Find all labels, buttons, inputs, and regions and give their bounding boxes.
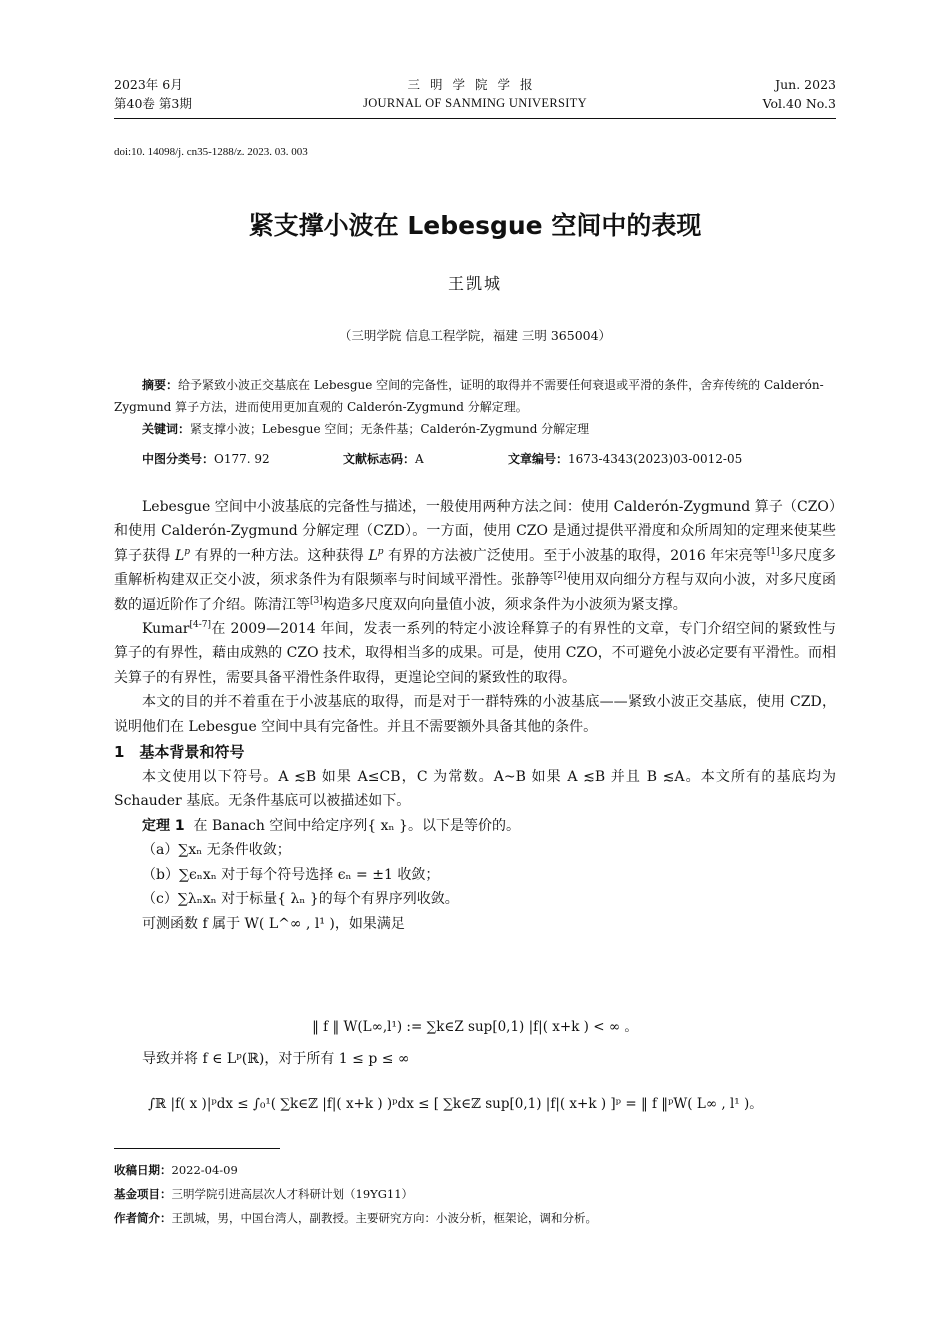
lp-symbol: $L^p$: [174, 546, 191, 564]
doc-code: [343, 450, 424, 467]
theorem-item-b: （b）∑ϵₙxₙ 对于每个符号选择 ϵₙ = ±1 收敛；: [142, 866, 440, 883]
theorem-item-a: （a）∑xₙ 无条件收敛；: [142, 842, 291, 859]
paragraph-3: 本文的目的并不着重在于小波基底的取得，而是对于一群特殊的小波基底——紧致小波正交基底，使用 CZD，说明他们在 Lebesgue 空间中具有完备性。并且不需要额外具备其他的条件。: [114, 694, 836, 735]
citation-2[interactable]: [2]: [553, 571, 567, 582]
article-no-value: 1673-4343(2023)03-0012-05: [568, 452, 743, 466]
paragraph-5: 可测函数 f 属于 W( L^∞ , l¹ )，如果满足: [142, 915, 405, 932]
abstract-text: 给予紧致小波正交基底在 Lebesgue 空间的完备性，证明的取得并不需要任何衰退或平滑的条件，舍弃传统的 Calderón-Zygmund 算子方法，进而使用更加直观的 Calderón-Zygmund 分解定理。: [114, 378, 824, 414]
author: 王凯城: [447, 274, 502, 293]
journal-name-en: JOURNAL OF SANMING UNIVERSITY: [363, 96, 587, 110]
citation-4-7[interactable]: [4-7]: [189, 620, 211, 631]
keywords-text: 紧支撑小波；Lebesgue 空间；无条件基；Calderón-Zygmund 分解定理: [190, 422, 590, 436]
doc-code-label: 文献标志码：: [343, 452, 416, 466]
abstract: [114, 374, 836, 418]
p1-part-d: 多尺度多重解析构建双正交小波，须求条件为有限频率与时间域平滑性。张静等: [114, 547, 837, 589]
doi: doi:10. 14098/j. cn35-1288/z. 2023. 03. 003: [114, 146, 308, 158]
clc-value: O177. 92: [214, 452, 270, 466]
paper-title: 紧支撑小波在 Lebesgue 空间中的表现: [248, 211, 702, 240]
theorem-1-text: 在 Banach 空间中给定序列{ xₙ }。以下是等价的。: [193, 817, 520, 834]
article-no-label: 文章编号：: [508, 452, 569, 466]
author-bio: [114, 1206, 836, 1230]
paragraph-2: [114, 617, 836, 690]
footnotes: [114, 1158, 836, 1230]
p1-part-a: Lebesgue 空间中小波基底的完备性与描述，一般使用两种方法之间：使用 Calderón-Zygmund 算子（CZO）和使用 Calderón-Zygmund 分解定理（CZD）。一方面，使用 CZO 是通过提供平滑度和众所周知的定理来使某些算子获得: [114, 499, 836, 564]
received-date: [114, 1158, 836, 1182]
p2-part-a: Kumar: [142, 621, 190, 638]
clc: [142, 450, 270, 467]
header-volume-en: Vol.40 No.3: [762, 96, 836, 111]
p1-part-f: 构造多尺度双向向量值小波，须求条件为小波须为紧支撑。: [322, 596, 687, 613]
p1-part-b: 有界的一种方法。这种获得: [190, 547, 369, 564]
abstract-block: [114, 374, 836, 440]
header-date-en: Jun. 2023: [775, 77, 836, 92]
p1-part-c: 有界的方法被广泛使用。至于小波基的取得，2016 年宋亮等: [383, 547, 767, 564]
body-text: [114, 495, 836, 936]
fund-label: 基金项目：: [114, 1187, 172, 1201]
lp-symbol: $L^p$: [368, 546, 384, 564]
header-rule: [114, 118, 836, 119]
paragraph-4: 本文使用以下符号。A ≲B 如果 A≤CB，C 为常数。A~B 如果 A ≲B 并且 B ≲A。本文所有的基底均为 Schauder 基底。无条件基底可以被描述如下。: [114, 769, 836, 810]
bio-value: 王凯城，男，中国台湾人，副教授。主要研究方向：小波分析，框架论，调和分析。: [171, 1211, 597, 1225]
p1-part-e: 使用双向细分方程与双向小波，对多尺度函数的逼近阶作了介绍。陈清江等: [114, 572, 836, 613]
header-issue-info-en: [763, 75, 836, 113]
paragraph-6-block: [114, 1047, 836, 1071]
theorem-1: [114, 814, 836, 838]
journal-name-cn: 三明学院学报: [407, 77, 543, 92]
section-heading-1: 1 基本背景和符号: [114, 743, 245, 762]
doc-code-value: A: [415, 452, 424, 466]
keywords: [114, 418, 836, 440]
clc-label: 中图分类号：: [142, 452, 215, 466]
header-volume: 第40卷 第3期: [114, 96, 192, 111]
received-value: 2022-04-09: [171, 1163, 238, 1177]
theorem-1-label: 定理 1: [142, 817, 185, 834]
bio-label: 作者简介：: [114, 1211, 172, 1225]
paragraph-6: 导致并将 f ∈ Lᵖ(ℝ)，对于所有 1 ≤ p ≤ ∞: [142, 1051, 410, 1067]
citation-3[interactable]: [3]: [310, 595, 323, 606]
abstract-label: 摘要：: [142, 378, 179, 392]
fund: [114, 1182, 836, 1206]
received-label: 收稿日期：: [114, 1163, 172, 1177]
fund-value: 三明学院引进高层次人才科研计划（19YG11）: [171, 1187, 414, 1201]
theorem-item-c: （c）∑λₙxₙ 对于标量{ λₙ }的每个有界序列收敛。: [142, 891, 459, 908]
affiliation: （三明学院 信息工程学院，福建 三明 365004）: [338, 328, 612, 343]
paragraph-1: [114, 495, 836, 617]
citation-1[interactable]: [1]: [766, 546, 780, 557]
footnote-rule: [114, 1148, 280, 1149]
lp-letter: L: [174, 547, 185, 564]
equation-2: ∫ℝ |f( x )|ᵖdx ≤ ∫₀¹( ∑k∈ℤ |f|( x+k ) )ᵖdx ≤ [ ∑k∈ℤ sup[0,1) |f|( x+k ) ]ᵖ = ‖ f ‖ᵖW( L∞ , l¹ )。: [148, 1096, 763, 1112]
keywords-label: 关键词：: [142, 422, 191, 436]
article-no: [508, 450, 742, 467]
equation-1: ‖ f ‖ W(L∞,l¹) := ∑k∈Z sup[0,1) |f|( x+k ) < ∞ 。: [312, 1019, 638, 1035]
lp-letter: L: [368, 547, 378, 564]
header-date: 2023年 6月: [114, 77, 183, 92]
p2-part-b: 在 2009—2014 年间，发表一系列的特定小波诠释算子的有界性的文章，专门介绍空间的紧致性与算子的有界性，藉由成熟的 CZO 技术，取得相当多的成果。可是，使用 CZO，不可避免小波必定要有平滑性。而相关算子的有界性，需要具备平滑性条件取得，更遑论空间的紧致性的取得。: [114, 621, 836, 686]
